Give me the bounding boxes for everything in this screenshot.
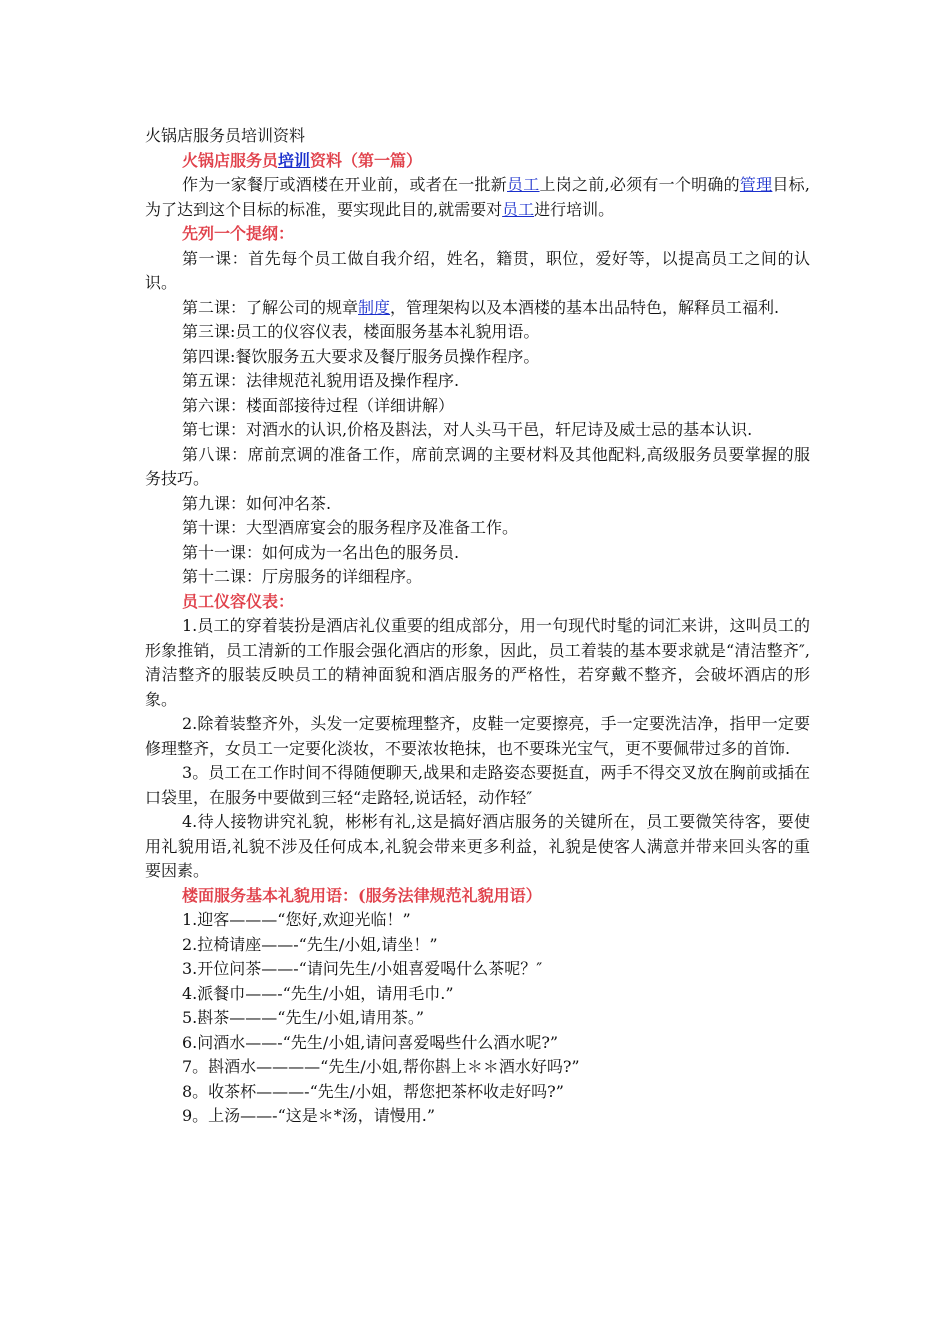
appearance-paragraph: 3。员工在工作时间不得随便聊天,战果和走路姿态要挺直，两手不得交叉放在胸前或插在口袋里，在服务中要做到三轻“走路轻,说话轻，动作轻″ <box>145 763 810 807</box>
phrase-item: 5.斟茶———“先生/小姐,请用茶。” <box>182 1008 425 1027</box>
intro-text: 进行培训。 <box>534 199 615 219</box>
appearance-paragraph: 2.除着装整齐外，头发一定要梳理整齐，皮鞋一定要擦亮，手一定要洗洁净，指甲一定要修理整齐，女员工一定要化淡妆，不要浓妆艳抹，也不要珠光宝气，更不要佩带过多的首饰. <box>145 714 810 758</box>
appearance-paragraph: 1.员工的穿着装扮是酒店礼仪重要的组成部分，用一句现代时髦的词汇来讲，这叫员工的形象推销，员工清新的工作服会强化酒店的形象，因此，员工着装的基本要求就是“清洁整齐″,清洁整齐的服装反映员工的精神面貌和酒店服务的严格性，若穿戴不整齐，会破坏酒店的形象。 <box>145 616 810 709</box>
lesson-item: 第九课：如何冲名茶. <box>182 493 332 513</box>
phrase-item: 1.迎客———“您好,欢迎光临！” <box>182 910 411 929</box>
employee-link[interactable]: 员工 <box>507 175 540 194</box>
lesson-item: 第十一课：如何成为一名出色的服务员. <box>182 542 460 562</box>
intro-text: 作为一家餐厅或酒楼在开业前，或者在一批新 <box>182 175 508 194</box>
lesson-item: 第六课：楼面部接待过程（详细讲解） <box>182 395 455 415</box>
intro-text: 目标,为了达到这个目标的标准，要实现此目的,就需要对 <box>145 175 810 219</box>
phrase-item: 2.拉椅请座——-“先生/小姐,请坐！” <box>182 934 438 954</box>
lesson-item: 第十课：大型酒席宴会的服务程序及准备工作。 <box>182 518 519 537</box>
appearance-heading: 员工仪容仪表： <box>182 591 295 611</box>
lesson-text: ，管理架构以及本酒楼的基本出品特色，解释员工福利. <box>390 297 780 317</box>
intro-text: 上岗之前,必须有一个明确的 <box>539 175 740 194</box>
employee-link[interactable]: 员工 <box>502 199 535 219</box>
lesson-item: 第八课：席前烹调的准备工作，席前烹调的主要材料及其他配料,高级服务员要掌握的服务技巧。 <box>145 444 810 488</box>
intro-paragraph <box>145 173 810 222</box>
phrases-heading: 楼面服务基本礼貌用语：(服务法律规范礼貌用语） <box>182 885 542 905</box>
lesson-item: 第四课:餐饮服务五大要求及餐厅服务员操作程序。 <box>182 346 540 366</box>
document-title: 火锅店服务员培训资料 <box>145 126 306 145</box>
phrase-item: 7。斟酒水————“先生/小姐,帮你斟上＊＊酒水好吗?” <box>182 1057 580 1076</box>
lesson-item: 第十二课：厅房服务的详细程序。 <box>182 567 423 586</box>
appearance-paragraph: 4.待人接物讲究礼貌，彬彬有礼,这是搞好酒店服务的关键所在，员工要微笑待客，要使用礼貌用语,礼貌不涉及任何成本,礼貌会带来更多利益，礼貌是使客人满意并带来回头客的重要因素。 <box>145 812 810 880</box>
phrase-item: 8。收茶杯———-“先生/小姐，帮您把茶杯收走好吗?” <box>182 1081 564 1101</box>
lesson-item <box>145 296 810 321</box>
lesson-item: 第一课：首先每个员工做自我介绍，姓名，籍贯，职位，爱好等，以提高员工之间的认识。 <box>145 248 810 292</box>
training-link[interactable]: 培训 <box>278 150 311 170</box>
document-page <box>145 124 810 1129</box>
phrase-item: 4.派餐巾——-“先生/小姐，请用毛巾.” <box>182 983 454 1003</box>
phrase-item: 3.开位问茶——-“请问先生/小姐喜爱喝什么茶呢？″ <box>182 959 543 978</box>
rules-link[interactable]: 制度 <box>358 297 391 317</box>
phrase-item: 6.问酒水——-“先生/小姐,请问喜爱喝些什么酒水呢?” <box>182 1032 559 1052</box>
lesson-item: 第三课:员工的仪容仪表，楼面服务基本礼貌用语。 <box>182 322 540 341</box>
lesson-text: 第二课：了解公司的规章 <box>182 297 359 317</box>
lesson-item: 第七课：对酒水的认识,价格及斟法，对人头马干邑，轩尼诗及威士忌的基本认识. <box>182 420 753 439</box>
section-heading-first-chapter <box>145 149 810 174</box>
phrase-item: 9。上汤——-“这是＊*汤，请慢用.” <box>182 1106 436 1125</box>
lesson-item: 第五课：法律规范礼貌用语及操作程序. <box>182 371 460 390</box>
heading-text: 资料（第一篇） <box>310 150 423 170</box>
heading-text: 火锅店服务员 <box>182 150 279 170</box>
management-link[interactable]: 管理 <box>739 175 773 194</box>
outline-heading: 先列一个提纲： <box>182 224 295 243</box>
